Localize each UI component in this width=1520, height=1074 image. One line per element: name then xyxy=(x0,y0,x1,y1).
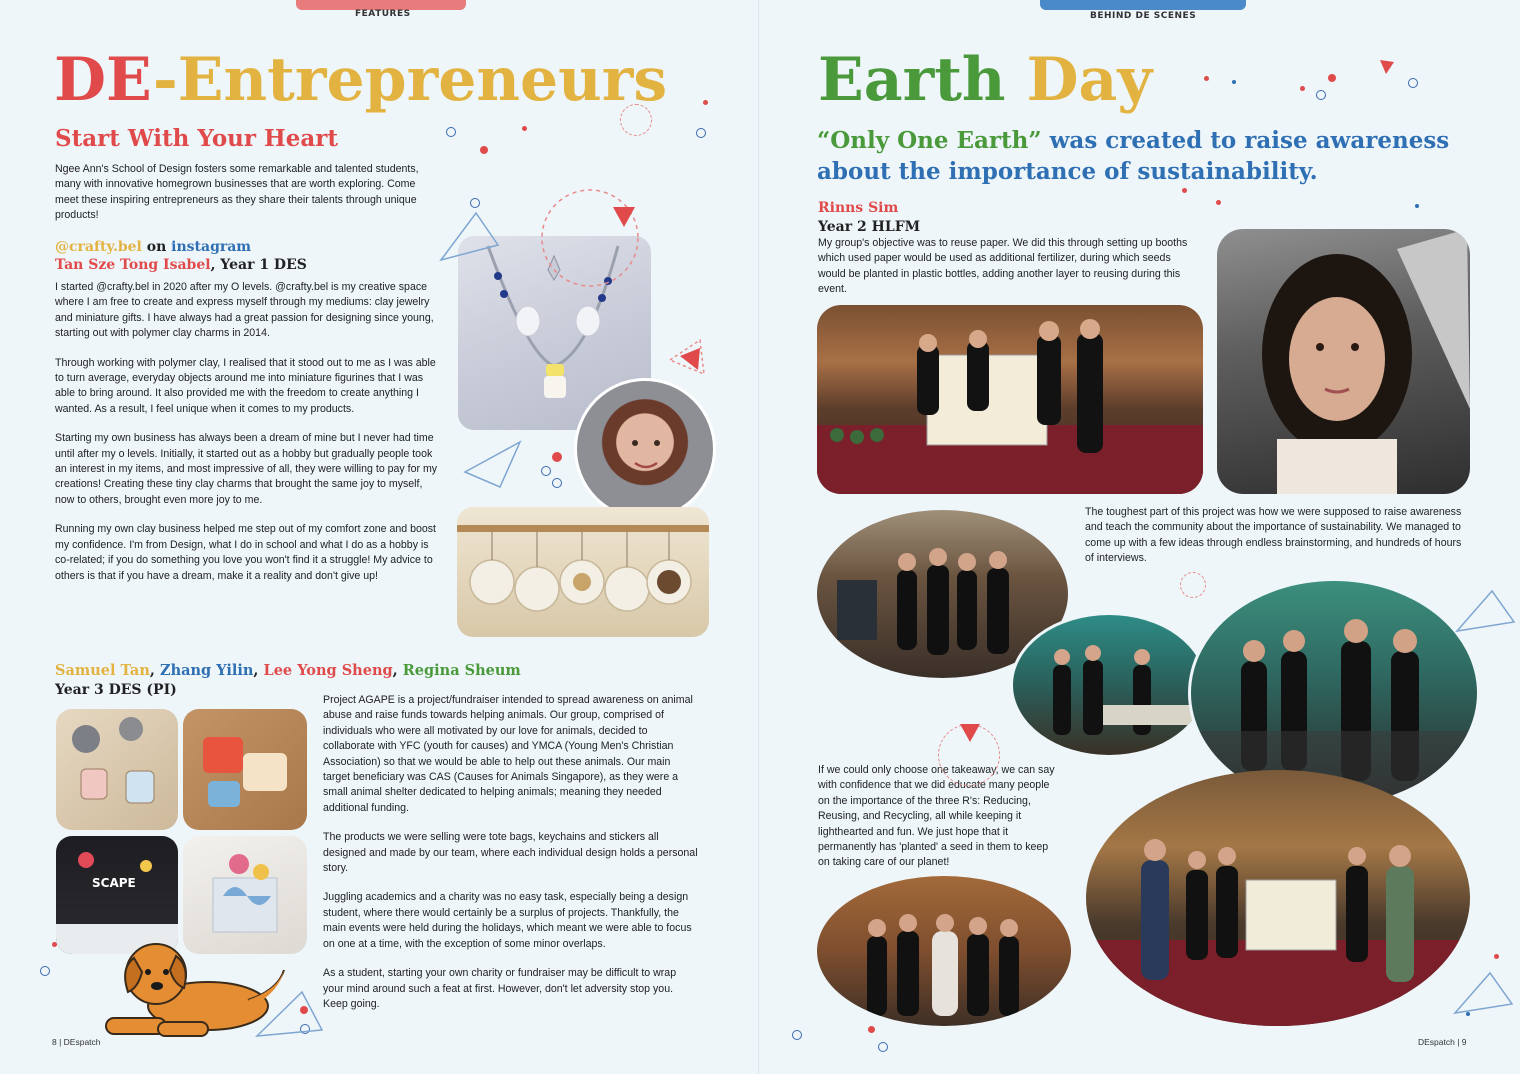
earth-day-subtitle xyxy=(817,125,1497,187)
earth-para3: If we could only choose one takeaway, we can say with confidence that we did educate many people on the importance of the three R's: Reducing, Reusing, and Recycling, all while keeping it lighthearted and fun. We just hope that it permanently has 'planted' a seed in them to keep on taking care of our planet! xyxy=(818,764,1055,869)
ring-dot xyxy=(696,128,706,138)
booth-photo xyxy=(817,305,1203,494)
instagram-platform: instagram xyxy=(171,239,252,255)
earth-para1: My group's objective was to reuse paper. We did this through setting up booths which used paper would be used as additional fertilizer, during which seeds would be planted in plastic bottles, adding another layer to reusing during this event. xyxy=(818,237,1188,296)
ring-dot xyxy=(792,1030,802,1040)
profile2-body xyxy=(323,693,699,1026)
keychains-photo xyxy=(56,709,178,830)
subtitle-quote: “Only One Earth” xyxy=(817,127,1042,154)
profile1-name: Tan Sze Tong Isabel xyxy=(55,257,211,273)
profile1-body xyxy=(55,280,440,598)
dashed-ring xyxy=(620,104,652,136)
blue-dot xyxy=(1415,204,1419,208)
page-number-left: 8 | DEspatch xyxy=(52,1037,101,1047)
red-dot xyxy=(52,942,57,947)
earth-para2: The toughest part of this project was how we were supposed to raise awareness and teach the community about the importance of sustainability. We managed to come up with a few ideas through endless brainstorming, and hundreds of hours of interviews. xyxy=(1085,506,1462,565)
page-title xyxy=(54,45,668,115)
profile2-paragraph: Project AGAPE is a project/fundraiser intended to spread awareness on animal abuse and raise funds towards helping animals. Our group, comprised of individuals who were all motivated by our love for animals, decided to collaborate with YFC (youth for causes) and YMCA (Young Men's Christian Association) so that we would be able to help out these animals. Our main target beneficiary was CAS (Causes for Animals Singapore), as they were a small animal shelter dedicated to helping animals; meaning they needed additional funding. xyxy=(323,694,693,814)
name-lee: Lee Yong Sheng xyxy=(263,662,393,679)
profile2-paragraph: As a student, starting your own charity or fundraiser may be difficult to wrap your mind around such a feat at first. However, don't let adversity stop you. Keep going. xyxy=(323,967,677,1010)
ring-dot xyxy=(541,466,551,476)
group-scene-3 xyxy=(1191,581,1477,805)
intro-text: Ngee Ann's School of Design fosters some remarkable and talented students, many with innovative homegrown businesses that are worth exploring. Come meet these inspiring entrepreneurs as they share their talents through unique products! xyxy=(55,163,419,222)
red-dot xyxy=(703,100,708,105)
red-dot xyxy=(1494,954,1499,959)
ring-dot xyxy=(470,198,480,208)
profile1-paragraph: Starting my own business has always been a dream of mine but I never had time until after my o levels. Initially, it started out as a hobby but gradually people took an interest in my items, and most impressive of all, they were willing to pay for my creations! Creating these tiny clay charms that brought the same joy to myself, now to others, brought even more joy to me. xyxy=(55,432,438,506)
behind-scenes-tab-label: BEHIND DE SCENES xyxy=(1090,11,1197,21)
author-name: Rinns Sim xyxy=(818,200,899,216)
title-entrepreneurs: -Entrepreneurs xyxy=(152,45,668,115)
name-separator: , xyxy=(149,662,160,679)
ring-dot xyxy=(878,1042,888,1052)
author-year: Year 2 HLFM xyxy=(818,219,921,235)
earrings-photo xyxy=(457,507,709,637)
red-dot xyxy=(480,146,488,154)
booth-scene xyxy=(817,305,1203,494)
on-text: on xyxy=(141,239,172,255)
blue-dot xyxy=(1466,1012,1470,1016)
group-photo-2 xyxy=(1010,612,1208,758)
name-zhang: Zhang Yilin xyxy=(159,662,254,679)
dashed-ring xyxy=(1180,572,1206,598)
profile1-paragraph: I started @crafty.bel in 2020 after my O levels. @crafty.bel is my creative space where I am free to create and express myself through my mediums: clay jewelry and miniature gifts. I have always had a great passion for designing since young, starting out with polymer clay charms in 2014. xyxy=(55,281,434,340)
ring-dot xyxy=(40,966,50,976)
red-dot xyxy=(868,1026,875,1033)
keychains-illustration xyxy=(56,709,178,830)
selfie-illustration xyxy=(1217,229,1470,494)
group-scene-5 xyxy=(1086,770,1470,1026)
profile1-name-line xyxy=(55,256,307,274)
ring-dot xyxy=(446,127,456,137)
ring-dot xyxy=(552,478,562,488)
group-photo-5 xyxy=(1086,770,1470,1026)
earrings-illustration xyxy=(457,507,709,637)
profile2-year: Year 3 DES (PI) xyxy=(55,682,177,698)
triangle-decoration xyxy=(1378,58,1408,82)
earth-day-title xyxy=(818,45,1153,115)
portrait-face xyxy=(577,381,713,517)
group-scene-2 xyxy=(1013,615,1205,755)
profile2-names xyxy=(55,662,521,680)
red-dot xyxy=(1300,86,1305,91)
dashed-circle-decoration xyxy=(535,183,645,293)
profile2-paragraph: Juggling academics and a charity was no easy task, especially being a design student, where there would certainly be a surplus of projects. Thankfully, the main events were held during the holidays, which meant we were able to focus on one at a time, with the exception of some minor overlaps. xyxy=(323,891,692,950)
outline-triangle-decoration xyxy=(252,986,332,1046)
right-page xyxy=(760,0,1520,1074)
outline-triangle-decoration xyxy=(1452,586,1520,636)
subtitle-rest: was created to raise awareness about the importance of sustainability. xyxy=(817,127,1450,185)
name-samuel: Samuel Tan xyxy=(55,662,150,679)
rinns-selfie xyxy=(1217,229,1470,494)
profile1-paragraph: Through working with polymer clay, I realised that it stood out to me as I was able to turn average, everyday objects around me into miniature figurines that I was able to bring around. It also provided me with the freedom to create anything I wanted. As a result, I feel unique when it comes to my products. xyxy=(55,356,436,415)
red-dot xyxy=(1328,74,1336,82)
ring-dot xyxy=(1408,78,1418,88)
triangle-decoration xyxy=(950,714,1000,754)
red-dot xyxy=(522,126,527,131)
profile1-paragraph: Running my own clay business helped me step out of my comfort zone and boost my confidence. I'm from Design, what I do in school and what I do as a hobby is co-related; if you do something you love you won't find it a struggle! My advice to others is that if you have a dream, make it a reality and don't give up! xyxy=(55,523,436,582)
profile2-paragraph: The products we were selling were tote bags, keychains and stickers all designed and made by our team, where each individual design holds a personal story. xyxy=(323,831,698,875)
name-separator: , xyxy=(392,662,403,679)
ring-dot xyxy=(1316,90,1326,100)
wooden-tray-photo xyxy=(183,709,307,830)
group-scene-4 xyxy=(817,876,1071,1026)
red-dot xyxy=(1182,188,1187,193)
page-subtitle: Start With Your Heart xyxy=(55,125,339,152)
red-dot xyxy=(552,452,562,462)
instagram-handle: @crafty.bel xyxy=(55,239,142,255)
behind-scenes-tab xyxy=(1040,0,1246,10)
profile1-year: , Year 1 DES xyxy=(210,257,307,273)
red-dot xyxy=(1204,76,1209,81)
features-tab-label: FEATURES xyxy=(355,9,411,19)
triangle-decoration xyxy=(660,330,720,390)
isabel-portrait xyxy=(574,378,716,520)
profile1-handle-line xyxy=(55,238,251,256)
title-earth: Earth xyxy=(818,45,1006,115)
outline-triangle-decoration xyxy=(460,432,540,492)
title-de: DE xyxy=(54,45,153,115)
group-photo-4 xyxy=(817,876,1071,1026)
outline-triangle-decoration xyxy=(1450,968,1520,1018)
title-day: Day xyxy=(1026,45,1153,115)
name-regina: Regina Sheum xyxy=(402,662,521,679)
red-dot xyxy=(1216,200,1221,205)
name-separator: , xyxy=(253,662,264,679)
tray-illustration xyxy=(183,709,307,830)
poster-text: SCAPE xyxy=(92,876,136,890)
page-number-right: DEspatch | 9 xyxy=(1418,1037,1467,1047)
outline-triangle-decoration xyxy=(436,205,506,265)
blue-dot xyxy=(1232,80,1236,84)
